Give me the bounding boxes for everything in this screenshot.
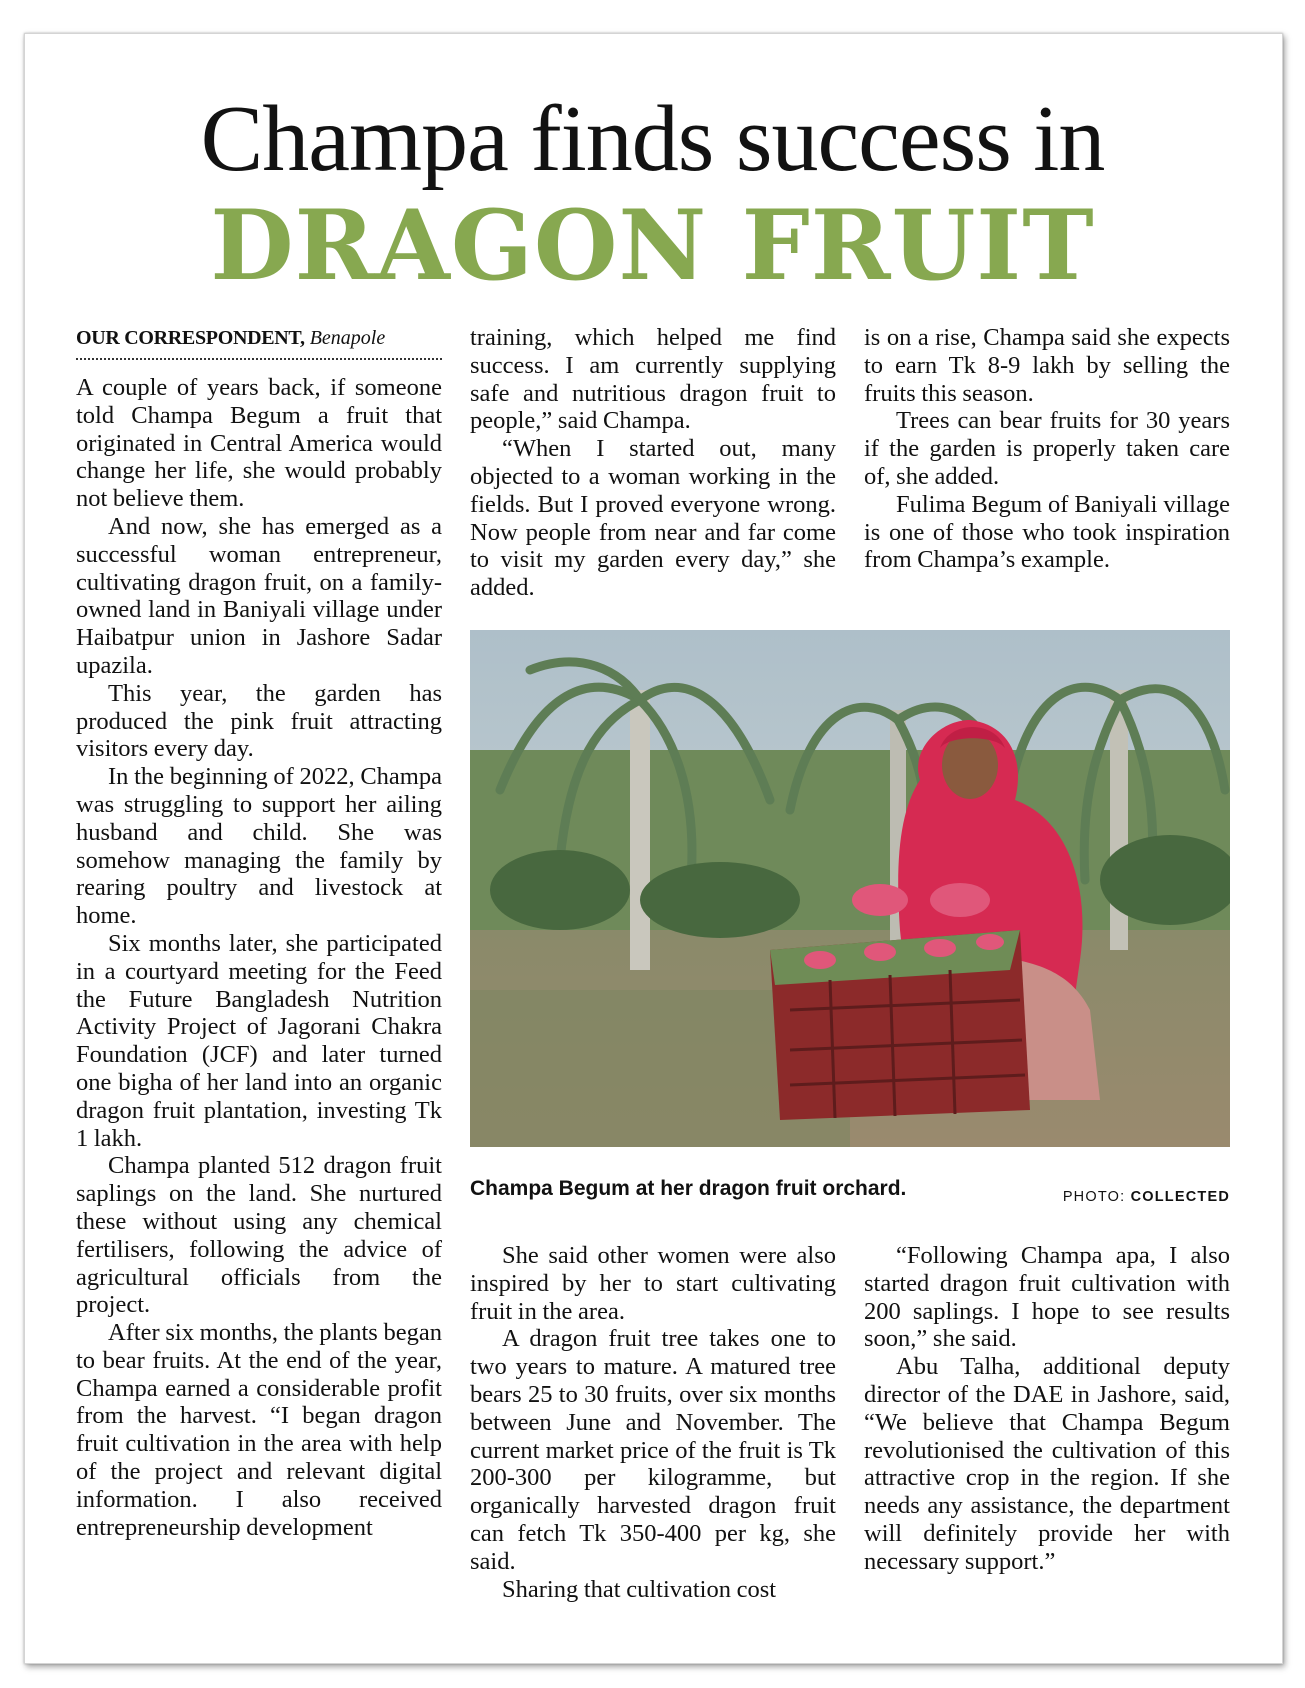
article-column-3-bottom: [864, 1242, 1230, 1576]
headline-line-2: DRAGON FRUIT: [210, 189, 1095, 302]
paragraph: “When I started out, many objected to a woman working in the fields. But I proved everyone wrong. Now people from near and far come to visit my garden every day,” she added.: [470, 435, 836, 602]
photo-credit-value: COLLECTED: [1130, 1189, 1230, 1205]
paragraph: A couple of years back, if someone told Champa Begum a fruit that originated in Central America would change her life, she would probably not believe them.: [76, 374, 442, 513]
byline-divider: [76, 358, 442, 360]
paragraph: Trees can bear fruits for 30 years if the garden is properly taken care of, she added.: [864, 407, 1230, 490]
paragraph: “Following Champa apa, I also started dragon fruit cultivation with 200 saplings. I hope to see results soon,” she said.: [864, 1242, 1230, 1353]
photo-credit: [1063, 1189, 1230, 1205]
article-column-3-top: [864, 324, 1230, 574]
paragraph: Champa planted 512 dragon fruit saplings on the land. She nurtured these without using any chemical fertilisers, following the advice of agricultural officials from the project.: [76, 1152, 442, 1319]
paragraph: In the beginning of 2022, Champa was struggling to support her ailing husband and child. She was somehow managing the family by rearing poultry and livestock at home.: [76, 763, 442, 930]
paragraph: training, which helped me find success. I am currently supplying safe and nutritious dragon fruit to people,” said Champa.: [470, 324, 836, 435]
photo-credit-label: PHOTO:: [1062, 1189, 1126, 1205]
byline: [76, 327, 442, 349]
byline-location: Benapole: [309, 327, 386, 349]
headline-line-1: Champa finds success in: [200, 87, 1105, 191]
article-column-2-top: [470, 324, 836, 602]
paragraph: And now, she has emerged as a successful woman entrepreneur, cultivating dragon fruit, on a family-owned land in Baniyali village under Haibatpur union in Jashore Sadar upazila.: [76, 512, 442, 679]
paragraph: After six months, the plants began to bear fruits. At the end of the year, Champa earned a considerable profit from the harvest. “I began dragon fruit cultivation in the area with help of the project and relevant digital information. I also received entrepreneurship development: [76, 1319, 442, 1541]
photo-caption: Champa Begum at her dragon fruit orchard.: [470, 1177, 907, 1200]
article-column-2-bottom: [470, 1242, 836, 1603]
paragraph: Six months later, she participated in a courtyard meeting for the Feed the Future Bangladesh Nutrition Activity Project of Jagorani Chakra Foundation (JCF) and later turned one bigha of her land into an organic dragon fruit plantation, investing Tk 1 lakh.: [76, 929, 442, 1152]
paragraph: is on a rise, Champa said she expects to earn Tk 8-9 lakh by selling the fruits this season.: [864, 324, 1230, 407]
orchard-photo: [470, 630, 1230, 1147]
paragraph: She said other women were also inspired by her to start cultivating fruit in the area.: [470, 1242, 836, 1325]
paragraph: This year, the garden has produced the pink fruit attracting visitors every day.: [76, 679, 442, 763]
article-column-1: [76, 374, 442, 1541]
paragraph: A dragon fruit tree takes one to two years to mature. A matured tree bears 25 to 30 fruits, over six months between June and November. The current market price of the fruit is Tk 200-300 per kilogramme, but organically harvested dragon fruit can fetch Tk 350-400 per kg, she said.: [470, 1325, 836, 1575]
paragraph: Fulima Begum of Baniyali village is one of those who took inspiration from Champa’s example.: [864, 490, 1230, 574]
paragraph: Abu Talha, additional deputy director of the DAE in Jashore, said, “We believe that Champa Begum revolutionised the cultivation of this attractive crop in the region. If she needs any assistance, the department will definitely provide her with necessary support.”: [864, 1353, 1230, 1575]
byline-author: OUR CORRESPONDENT,: [76, 327, 305, 349]
paragraph: Sharing that cultivation cost: [502, 1575, 777, 1603]
